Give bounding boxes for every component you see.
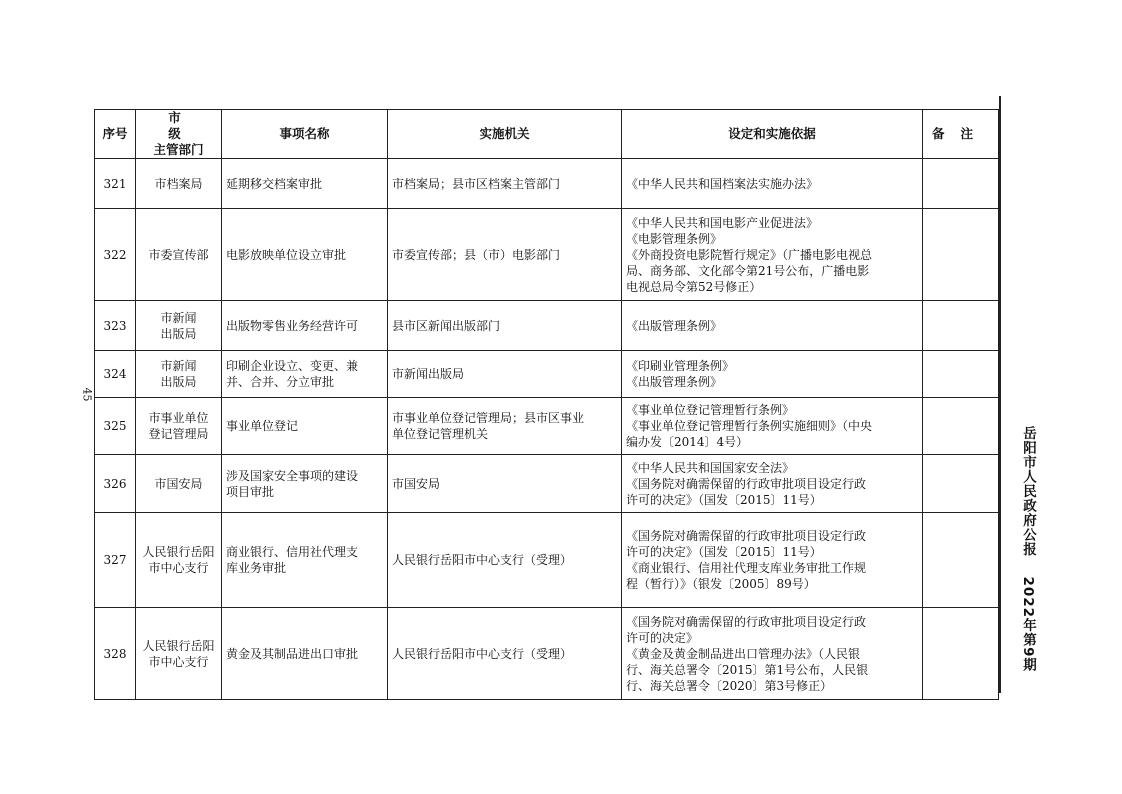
row-agency <box>388 351 622 398</box>
row-basis <box>622 351 923 398</box>
table-header-row <box>95 110 999 159</box>
row-basis-line: 电视总局令第52号修正） <box>626 279 762 294</box>
row-seq: 328 <box>95 608 136 700</box>
row-basis-line: 行、海关总署令〔2015〕第1号公布，人民银 <box>626 662 869 677</box>
row-item-name-line: 电影放映单位设立审批 <box>226 247 347 262</box>
row-basis-line: 许可的决定》（国发〔2015〕11号） <box>626 492 822 507</box>
row-agency-line: 县市区新闻出版部门 <box>392 318 501 333</box>
row-basis-line: 行、海关总署令〔2020〕第3号修正） <box>626 678 833 693</box>
row-basis-line: 《印刷业管理条例》 <box>626 359 735 373</box>
row-remark <box>923 398 999 455</box>
row-basis-line: 《电影管理条例》 <box>626 231 723 246</box>
row-basis-line: 《中华人民共和国电影产业促进法》 <box>626 215 819 230</box>
row-seq: 326 <box>95 455 136 513</box>
row-basis-line: 《中华人民共和国档案法实施办法》 <box>626 176 819 191</box>
row-basis-line: 《商业银行、信用社代理支库业务审批工作规 <box>626 561 867 575</box>
table-row <box>95 159 999 209</box>
row-dept-line: 人民银行岳阳 <box>142 545 215 559</box>
margin-rule <box>999 96 1001 693</box>
table-row <box>95 513 999 608</box>
row-agency <box>388 608 622 700</box>
row-basis <box>622 301 923 351</box>
row-item-name <box>222 209 388 301</box>
row-dept-line: 市委宣传部 <box>148 247 209 262</box>
row-agency <box>388 159 622 209</box>
row-agency <box>388 455 622 513</box>
row-basis-line: 《出版管理条例》 <box>626 318 723 333</box>
row-seq: 323 <box>95 301 136 351</box>
row-dept-line: 市新闻 <box>160 359 197 373</box>
row-dept <box>136 159 222 209</box>
header-dept <box>136 110 222 159</box>
table-row <box>95 455 999 513</box>
row-seq: 324 <box>95 351 136 398</box>
row-dept <box>136 398 222 455</box>
row-agency-line: 市委宣传部；县（市）电影部门 <box>392 247 561 262</box>
journal-name: 岳阳市人民政府公报 <box>1020 426 1036 557</box>
row-seq: 321 <box>95 159 136 209</box>
header-dept-line1: 市级 <box>168 110 203 141</box>
row-item-name-line: 延期移交档案审批 <box>226 176 323 191</box>
row-basis-line: 《国务院对确需保留的行政审批项目设定行政 <box>626 476 867 491</box>
page-number: 45 <box>80 387 94 402</box>
row-seq: 325 <box>95 398 136 455</box>
row-remark <box>923 301 999 351</box>
row-agency <box>388 398 622 455</box>
row-seq: 327 <box>95 513 136 608</box>
journal-issue: 2022年第9期 <box>1020 576 1036 672</box>
row-basis <box>622 455 923 513</box>
row-remark <box>923 159 999 209</box>
row-basis <box>622 159 923 209</box>
header-agency: 实施机关 <box>388 110 622 159</box>
row-agency-line: 市事业单位登记管理局；县市区事业 <box>392 411 585 425</box>
row-basis <box>622 608 923 700</box>
row-basis-line: 《国务院对确需保留的行政审批项目设定行政 <box>626 614 867 629</box>
row-dept <box>136 301 222 351</box>
row-basis-line: 许可的决定》（国发〔2015〕11号） <box>626 545 822 559</box>
header-remark: 备注 <box>923 110 999 159</box>
row-dept <box>136 608 222 700</box>
journal-title <box>1018 426 1038 672</box>
table-row <box>95 301 999 351</box>
row-agency-line: 人民银行岳阳市中心支行（受理） <box>392 553 573 567</box>
row-dept-line: 出版局 <box>160 375 197 389</box>
row-basis-line: 《中华人民共和国国家安全法》 <box>626 460 795 475</box>
row-agency-line: 人民银行岳阳市中心支行（受理） <box>392 646 573 661</box>
row-item-name-line: 商业银行、信用社代理支 <box>226 545 359 559</box>
row-item-name <box>222 301 388 351</box>
row-item-name-line: 库业务审批 <box>226 561 287 575</box>
row-basis-line: 《外商投资电影院暂行规定》（广播电影电视总 <box>626 247 873 262</box>
header-item-name: 事项名称 <box>222 110 388 159</box>
row-dept <box>136 455 222 513</box>
row-item-name <box>222 351 388 398</box>
row-dept-line: 人民银行岳阳 <box>142 638 215 653</box>
row-basis <box>622 398 923 455</box>
row-item-name <box>222 398 388 455</box>
row-basis <box>622 209 923 301</box>
row-agency <box>388 301 622 351</box>
row-item-name <box>222 608 388 700</box>
row-basis-line: 《事业单位登记管理暂行条例实施细则》（中央 <box>626 419 873 433</box>
row-dept-line: 登记管理局 <box>148 427 209 441</box>
table-row <box>95 209 999 301</box>
row-remark <box>923 455 999 513</box>
row-basis-line: 局、商务部、文化部令第21号公布，广播电影 <box>626 263 870 278</box>
header-seq: 序号 <box>95 110 136 159</box>
header-basis: 设定和实施依据 <box>622 110 923 159</box>
row-item-name <box>222 159 388 209</box>
row-remark <box>923 351 999 398</box>
row-agency-line: 市新闻出版局 <box>392 367 465 381</box>
row-item-name <box>222 513 388 608</box>
table-row <box>95 608 999 700</box>
row-basis-line: 程（暂行）》（银发〔2005〕89号） <box>626 577 816 591</box>
table-row <box>95 351 999 398</box>
row-agency-line: 市国安局 <box>392 476 441 491</box>
row-dept-line: 市新闻 <box>160 310 197 325</box>
row-item-name-line: 项目审批 <box>226 484 275 499</box>
row-agency <box>388 513 622 608</box>
approval-items-table <box>94 109 999 700</box>
row-dept-line: 市中心支行 <box>148 561 209 575</box>
row-dept-line: 市档案局 <box>154 176 203 191</box>
row-agency <box>388 209 622 301</box>
row-item-name-line: 事业单位登记 <box>226 419 299 433</box>
row-item-name-line: 黄金及其制品进出口审批 <box>226 646 359 661</box>
row-dept-line: 市事业单位 <box>148 411 209 425</box>
row-dept <box>136 209 222 301</box>
row-basis-line: 《出版管理条例》 <box>626 375 723 389</box>
row-item-name-line: 并、合并、分立审批 <box>226 375 335 389</box>
row-basis-line: 《黄金及黄金制品进出口管理办法》（人民银 <box>626 646 861 661</box>
table-body <box>95 159 999 700</box>
row-dept-line: 出版局 <box>160 326 197 341</box>
row-item-name-line: 印刷企业设立、变更、兼 <box>226 359 359 373</box>
row-basis-line: 许可的决定》 <box>626 630 699 645</box>
row-item-name-line: 涉及国家安全事项的建设 <box>226 468 359 483</box>
header-dept-line2: 主管部门 <box>153 142 204 157</box>
row-remark <box>923 608 999 700</box>
row-dept-line: 市中心支行 <box>148 654 209 669</box>
row-item-name-line: 出版物零售业务经营许可 <box>226 318 359 333</box>
row-basis <box>622 513 923 608</box>
row-remark <box>923 513 999 608</box>
row-basis-line: 编办发〔2014〕4号） <box>626 435 749 449</box>
row-dept <box>136 351 222 398</box>
row-dept-line: 市国安局 <box>154 476 203 491</box>
row-remark <box>923 209 999 301</box>
row-dept <box>136 513 222 608</box>
row-seq: 322 <box>95 209 136 301</box>
table-row <box>95 398 999 455</box>
row-agency-line: 市档案局；县市区档案主管部门 <box>392 176 561 191</box>
row-item-name <box>222 455 388 513</box>
row-agency-line: 单位登记管理机关 <box>392 427 489 441</box>
row-basis-line: 《事业单位登记管理暂行条例》 <box>626 403 795 417</box>
row-basis-line: 《国务院对确需保留的行政审批项目设定行政 <box>626 529 867 543</box>
